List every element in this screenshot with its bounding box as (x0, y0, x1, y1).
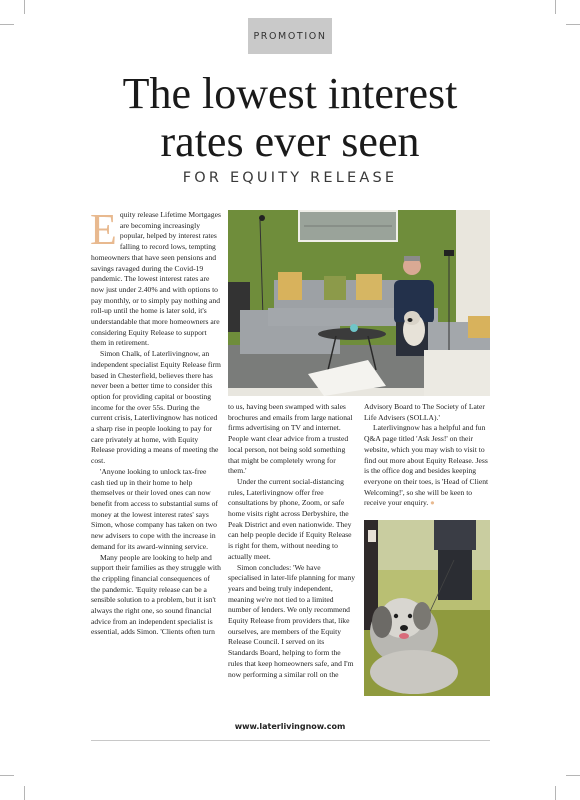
headline-line-1: The lowest interest (122, 69, 458, 118)
article-column-3 (364, 402, 490, 509)
article-paragraph (364, 423, 490, 509)
living-room-illustration (228, 210, 490, 396)
dog-illustration (364, 520, 490, 696)
article-paragraph: Many people are looking to help and support their families as they struggle with the crippling financial consequences of the pandemic. 'Equity release can be a sensible solution to a problem, but it isn't always the right one, so sound financial advice from an independent specialist is essential, adds Simon. 'Clients often turn (91, 552, 221, 637)
crop-mark (566, 775, 580, 776)
footer-url[interactable]: www.laterlivingnow.com (234, 722, 346, 731)
article-paragraph: Simon Chalk, of Laterlivingnow, an independent specialist Equity Release firm based in Chesterfield, believes there has never been a better time to consider this option for providing capital or boosting income for the over 55s. During the current crisis, Laterlivingnow has noticed a sharp rise in people looking to pay for care privately at home, with Equity Release providing a means of meeting the cost. (91, 349, 221, 466)
headline-line-2: rates ever seen (160, 117, 420, 166)
living-room-photo (228, 210, 490, 396)
crop-mark (555, 0, 556, 14)
article-column-1 (90, 205, 221, 638)
article-paragraph (90, 205, 221, 349)
crop-mark (0, 775, 14, 776)
promotion-label: PROMOTION (248, 18, 332, 54)
paragraph-text: Laterlivingnow has a helpful and fun Q&A page titled 'Ask Jess!' on their website, which you may wish to visit to find out more about Equity Release. Jess is the office dog and besides keeping everyone on their toes, is 'Head of Client Welcoming!', so she will be keen to receive your enquiry. (364, 423, 489, 508)
crop-mark (24, 0, 25, 14)
drop-cap: E (90, 205, 117, 254)
crop-mark (0, 24, 14, 25)
article-paragraph: to us, having been swamped with sales brochures and emails from large national firms advertising on TV and internet. People want clear advice from a trusted local person, not being sold something that might be completely wrong for them.' (228, 402, 353, 476)
dog-photo (364, 520, 490, 696)
subheadline: FOR EQUITY RELEASE (182, 170, 398, 186)
article-paragraph: Under the current social-distancing rules, Laterlivingnow offer free consultations by phone, Zoom, or safe home visits right across Derbyshire, the Peak District and even nationwide. They can help people decide if Equity Release is right for them, without needing to actually meet. (228, 476, 352, 561)
end-mark-icon: ● (430, 498, 435, 508)
crop-mark (566, 24, 580, 25)
footer-divider (91, 740, 490, 741)
article-paragraph: 'Anyone looking to unlock tax-free cash tied up in their home to help themselves or their loved ones can now benefit from access to substantial sums of money at the lowest interest rates' says Simon, whose company has taken on two new advisers to cope with the increase in demand for its award-winning service. (91, 466, 218, 551)
crop-mark (24, 786, 25, 800)
paragraph-text: quity release Lifetime Mortgages are becoming increasingly popular, helped by interest rates falling to record lows, tempting homeowners that have seen pensions and savings ravaged during the Covid-19 pandemic. The lowest interest rates are now just under 2.40% and with options to pay monthly, or to simply pay nothing and roll-up until the home is later sold, it's understandable that more homeowners are considering Equity Release to support them in retirement. (91, 210, 221, 348)
article-paragraph: Simon concludes: 'We have specialised in later-life planning for many years and being truly independent, meaning we're not tied to a limited number of lenders. We only recommend Equity Release from providers that, like ourselves, are members of the Equity Release Council. I served on its Standards Board, helping to form the rules that keep homeowners safe, and I'm now performing a similar roll on the (228, 562, 355, 679)
article-paragraph: Advisory Board to The Society of Later Life Advisers (SOLLA).' (364, 402, 485, 422)
headline (0, 70, 580, 166)
article-column-2 (228, 402, 355, 680)
crop-mark (555, 786, 556, 800)
